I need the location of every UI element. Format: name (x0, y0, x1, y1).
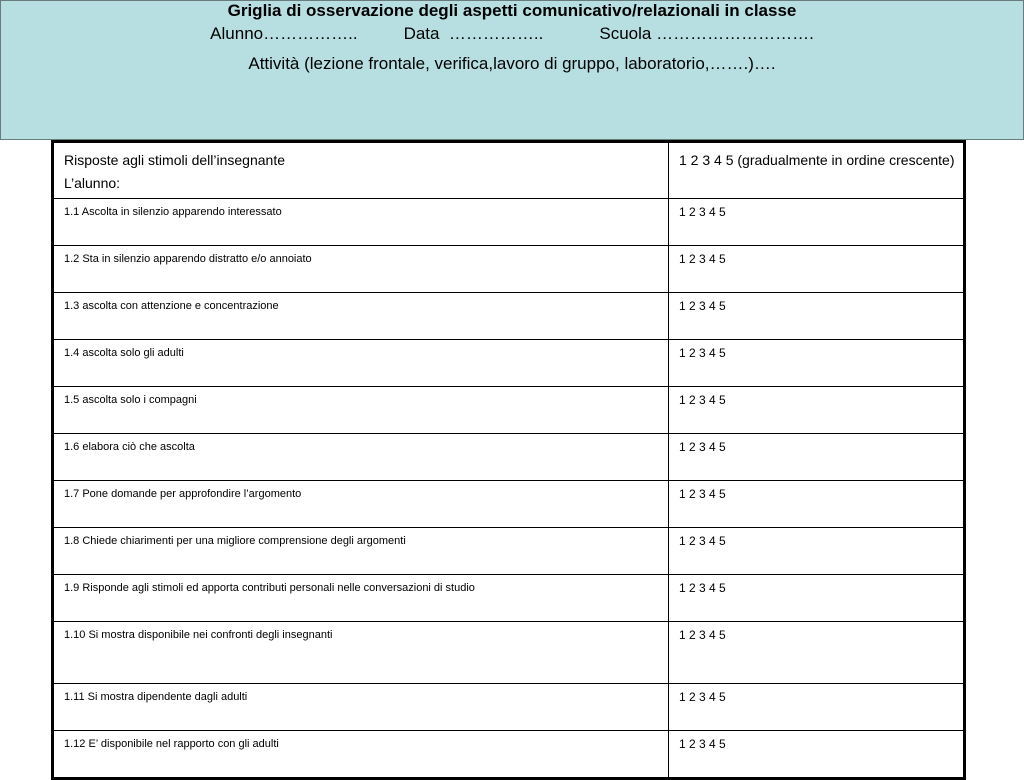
table-row (53, 575, 965, 622)
item-scale: 1 2 3 4 5 (679, 393, 726, 407)
item-label: 1.4 ascolta solo gli adulti (64, 347, 184, 359)
scuola-field: Scuola ………………………. (599, 24, 814, 43)
item-label: 1.10 Si mostra disponibile nei confronti degli insegnanti (64, 629, 333, 641)
table-row (53, 528, 965, 575)
alunno-field: Alunno…………….. (210, 24, 358, 43)
item-label: 1.9 Risponde agli stimoli ed apporta contributi personali nelle conversazioni di studio (64, 582, 475, 594)
table-header-row (53, 142, 965, 199)
item-scale: 1 2 3 4 5 (679, 737, 726, 751)
item-label-cell (53, 199, 669, 246)
item-label-cell (53, 622, 669, 684)
table-row (53, 340, 965, 387)
header-alunno-label: L’alunno: (64, 175, 121, 191)
item-label-cell (53, 481, 669, 528)
data-field: Data …………….. (403, 24, 544, 43)
item-scale-cell (669, 199, 965, 246)
item-scale-cell (669, 293, 965, 340)
item-scale: 1 2 3 4 5 (679, 299, 726, 313)
table-row (53, 199, 965, 246)
student-info-line (1, 23, 1023, 45)
item-label: 1.11 Si mostra dipendente dagli adulti (64, 691, 248, 703)
item-scale-cell (669, 528, 965, 575)
item-label-cell (53, 731, 669, 779)
item-scale-cell (669, 684, 965, 731)
item-label: 1.5 ascolta solo i compagni (64, 394, 197, 406)
item-label: 1.6 elabora ciò che ascolta (64, 441, 195, 453)
table-row (53, 731, 965, 779)
item-scale: 1 2 3 4 5 (679, 690, 726, 704)
item-scale-cell (669, 731, 965, 779)
table-row (53, 434, 965, 481)
header-cell-stimuli (53, 142, 669, 199)
item-label-cell (53, 293, 669, 340)
item-label-cell (53, 340, 669, 387)
item-scale-cell (669, 481, 965, 528)
item-scale-cell (669, 575, 965, 622)
item-scale: 1 2 3 4 5 (679, 205, 726, 219)
table-row (53, 684, 965, 731)
attivita-field: Attività (lezione frontale, verifica,lavoro di gruppo, laboratorio,…….)…. (248, 54, 776, 73)
item-label-cell (53, 434, 669, 481)
item-label: 1.8 Chiede chiarimenti per una migliore comprensione degli argomenti (64, 535, 406, 547)
item-scale-cell (669, 340, 965, 387)
header-stimuli-label: Risposte agli stimoli dell’insegnante (64, 152, 286, 168)
table-row (53, 387, 965, 434)
item-scale: 1 2 3 4 5 (679, 487, 726, 501)
item-scale-cell (669, 622, 965, 684)
item-label: 1.1 Ascolta in silenzio apparendo interessato (64, 206, 282, 218)
item-scale: 1 2 3 4 5 (679, 346, 726, 360)
item-label-cell (53, 246, 669, 293)
item-scale: 1 2 3 4 5 (679, 628, 726, 642)
item-scale-cell (669, 434, 965, 481)
header-scale-label: 1 2 3 4 5 (gradualmente in ordine crescente) (679, 152, 955, 168)
item-scale-cell (669, 387, 965, 434)
item-label-cell (53, 528, 669, 575)
item-scale: 1 2 3 4 5 (679, 252, 726, 266)
table-row (53, 246, 965, 293)
item-label: 1.3 ascolta con attenzione e concentrazione (64, 300, 279, 312)
item-label: 1.2 Sta in silenzio apparendo distratto e/o annoiato (64, 253, 312, 265)
table-row (53, 293, 965, 340)
header-box (0, 0, 1024, 140)
item-label: 1.7 Pone domande per approfondire l’argomento (64, 488, 302, 500)
table-row (53, 622, 965, 684)
item-label-cell (53, 684, 669, 731)
item-label-cell (53, 387, 669, 434)
item-scale: 1 2 3 4 5 (679, 534, 726, 548)
item-scale-cell (669, 246, 965, 293)
item-scale: 1 2 3 4 5 (679, 581, 726, 595)
item-scale: 1 2 3 4 5 (679, 440, 726, 454)
observation-grid (51, 140, 966, 780)
item-label: 1.12 E’ disponibile nel rapporto con gli adulti (64, 738, 279, 750)
page-title: Griglia di osservazione degli aspetti comunicativo/relazionali in classe (227, 1, 797, 20)
table-row (53, 481, 965, 528)
header-cell-scale (669, 142, 965, 199)
item-label-cell (53, 575, 669, 622)
